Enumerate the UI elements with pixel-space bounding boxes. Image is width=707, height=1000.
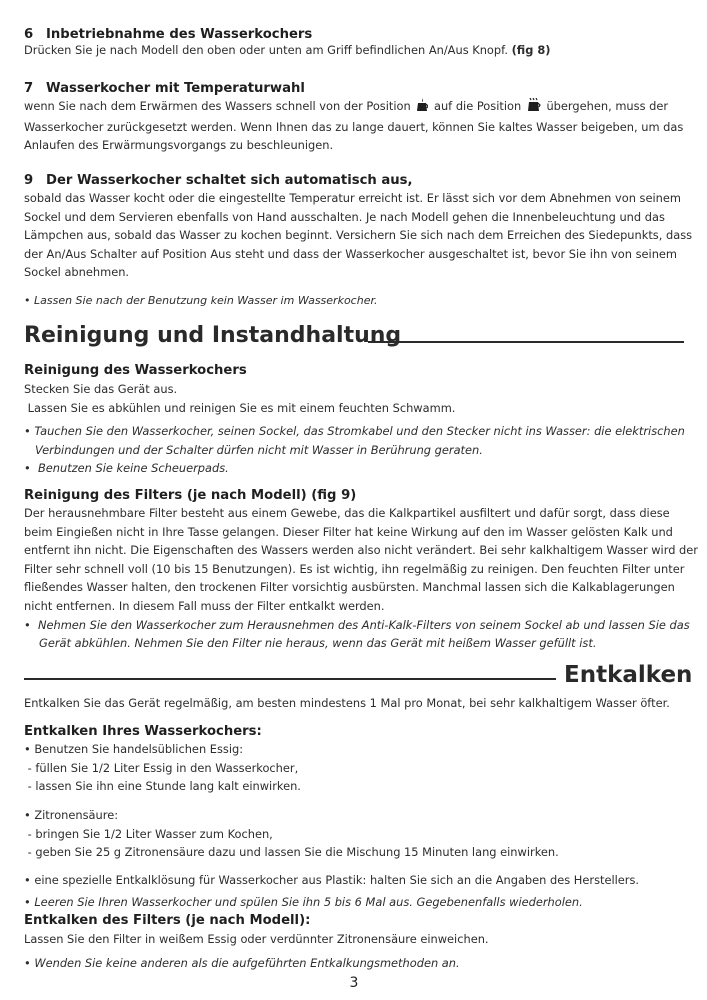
section-number: 9 bbox=[24, 173, 34, 188]
paragraph-line: nicht entfernen. In diesem Fall muss der Filter entkalkt werden. bbox=[24, 598, 385, 613]
section-number: 7 bbox=[24, 81, 34, 96]
section-title: Inbetriebnahme des Wasserkochers bbox=[46, 27, 313, 42]
paragraph-line: fließendes Wasser halten, den trockenen Filter vorsichtig ausbürsten. Manchmal lassen sich die Kalkablagerungen bbox=[24, 580, 675, 595]
special-solution-item: • eine spezielle Entkalklösung für Wasserkocher aus Plastik: halten Sie sich an die Angaben des Herstellers. bbox=[24, 873, 640, 887]
figure-reference: (fig 8) bbox=[511, 43, 551, 57]
cleaning-filter-title: Reinigung des Filters (je nach Modell) (fig 9) bbox=[24, 488, 357, 503]
cleaning-kettle-body bbox=[24, 380, 691, 417]
citric-acid-list bbox=[24, 806, 691, 862]
vinegar-list bbox=[24, 740, 691, 796]
paragraph-line: beim Eingießen nicht in Ihre Tasse gelangen. Dieser Filter hat keine Wirkung auf den im Wasser gelösten Kalk und bbox=[24, 524, 673, 539]
list-item: • Benutzen Sie handelsüblichen Essig: bbox=[24, 742, 244, 756]
list-item: - bringen Sie 1/2 Liter Wasser zum Kochen, bbox=[24, 826, 273, 841]
bullet-item: • Nehmen Sie den Wasserkocher zum Herausnehmen des Anti-Kalk-Filters von seinem Sockel ab und lassen Sie das bbox=[24, 617, 690, 632]
section-6-text: Drücken Sie je nach Modell den oben oder unten am Griff befindlichen An/Aus Knopf. (fig 8) bbox=[24, 43, 551, 57]
paragraph-line: Wasserkocher zurückgesetzt werden. Wenn Ihnen das zu lange dauert, können Sie kaltes Wasser beigeben, um das bbox=[24, 119, 684, 134]
list-item: - geben Sie 25 g Zitronensäure dazu und lassen Sie die Mischung 15 Minuten lang einwirken. bbox=[24, 845, 559, 860]
heading-rule bbox=[368, 341, 684, 343]
descaling-filter-title: Entkalken des Filters (je nach Modell): bbox=[24, 913, 311, 928]
bullet-item-continuation: Verbindungen und der Schalter dürfen nicht mit Wasser in Berührung geraten. bbox=[35, 442, 483, 457]
descaling-intro: Entkalken Sie das Gerät regelmäßig, am besten mindestens 1 Mal pro Monat, bei sehr kalkhaltigem Wasser öfter. bbox=[24, 696, 670, 710]
descaling-warning: • Wenden Sie keine anderen als die aufgeführten Entkalkungsmethoden an. bbox=[24, 956, 460, 970]
section-7-body bbox=[24, 97, 691, 155]
bullet-item: • Tauchen Sie den Wasserkocher, seinen Sockel, das Stromkabel und den Stecker nicht ins Wasser: die elektrischen bbox=[24, 424, 685, 438]
paragraph-line: Anlaufen des Erwärmungsvorgangs zu beschleunigen. bbox=[24, 138, 334, 153]
paragraph-line: der An/Aus Schalter auf Position Aus steht und dass der Wasserkocher ausgeschaltet ist, bevor Sie ihn von seinem bbox=[24, 246, 678, 261]
list-item: - lassen Sie ihn eine Stunde lang kalt einwirken. bbox=[24, 779, 301, 794]
section-title: Der Wasserkocher schaltet sich automatisch aus, bbox=[46, 173, 413, 188]
note-bullet: • Lassen Sie nach der Benutzung kein Wasser im Wasserkocher. bbox=[24, 294, 378, 307]
section-9-body bbox=[24, 189, 691, 282]
paragraph-line: Sockel abnehmen. bbox=[24, 265, 130, 280]
descaling-filter-text: Lassen Sie den Filter in weißem Essig oder verdünnter Zitronensäure einweichen. bbox=[24, 932, 489, 946]
paragraph-line: Sockel und dem Servieren ebenfalls von Hand ausschalten. Je nach Modell gehen die Innenbeleuchtung und das bbox=[24, 209, 665, 224]
cleaning-kettle-title: Reinigung des Wasserkochers bbox=[24, 363, 247, 378]
cleaning-heading: Reinigung und Instandhaltung bbox=[24, 323, 402, 348]
section-9-heading bbox=[24, 173, 691, 189]
paragraph-line: Filter sehr schnell voll (10 bis 15 Benutzungen). Es ist wichtig, ihn regelmäßig zu reinigen. Den feuchten Filter unter bbox=[24, 561, 685, 576]
paragraph-line: Stecken Sie das Gerät aus. bbox=[24, 382, 178, 396]
section-title: Wasserkocher mit Temperaturwahl bbox=[46, 81, 305, 96]
paragraph-line: entfernt ihn nicht. Die Eigenschaften des Wassers werden also nicht verändert. Bei sehr kalkhaltigem Wasser wird der bbox=[24, 543, 698, 558]
section-7-heading bbox=[24, 81, 691, 97]
paragraph-line: Der herausnehmbare Filter besteht aus einem Gewebe, das die Kalkpartikel ausfiltert und dafür sorgt, dass diese bbox=[24, 506, 670, 520]
bullet-item-continuation: Gerät abkühlen. Nehmen Sie den Filter nie heraus, wenn das Gerät mit heißem Wasser gefüllt ist. bbox=[39, 636, 597, 651]
rinse-note: • Leeren Sie Ihren Wasserkocher und spülen Sie ihn 5 bis 6 Mal aus. Gegebenenfalls wiederholen. bbox=[24, 895, 583, 909]
paragraph-line: sobald das Wasser kocht oder die eingestellte Temperatur erreicht ist. Er lässt sich vor dem Abnehmen von seinem bbox=[24, 191, 681, 205]
descaling-heading: Entkalken bbox=[564, 662, 693, 688]
section-number: 6 bbox=[24, 27, 34, 42]
paragraph-line: Lämpchen aus, sobald das Wasser zu kochen beginnt. Versichern Sie sich nach dem Erreichen des Siedepunkts, dass bbox=[24, 228, 693, 243]
bullet-item: • Benutzen Sie keine Scheuerpads. bbox=[24, 461, 229, 476]
page-number: 3 bbox=[349, 975, 359, 991]
kettle-warm-icon bbox=[527, 98, 541, 118]
paragraph-line: wenn Sie nach dem Erwärmen des Wassers schnell von der Position auf die Position übergehen, muss der bbox=[24, 97, 691, 118]
list-item: • Zitronensäure: bbox=[24, 808, 119, 822]
cleaning-filter-body bbox=[24, 504, 698, 653]
kettle-hot-icon bbox=[416, 98, 428, 118]
cleaning-bullets bbox=[24, 422, 691, 478]
paragraph-line: Lassen Sie es abkühlen und reinigen Sie es mit einem feuchten Schwamm. bbox=[24, 400, 456, 415]
list-item: - füllen Sie 1/2 Liter Essig in den Wasserkocher, bbox=[24, 760, 299, 775]
heading-rule bbox=[24, 678, 556, 680]
descaling-kettle-title: Entkalken Ihres Wasserkochers: bbox=[24, 724, 262, 739]
